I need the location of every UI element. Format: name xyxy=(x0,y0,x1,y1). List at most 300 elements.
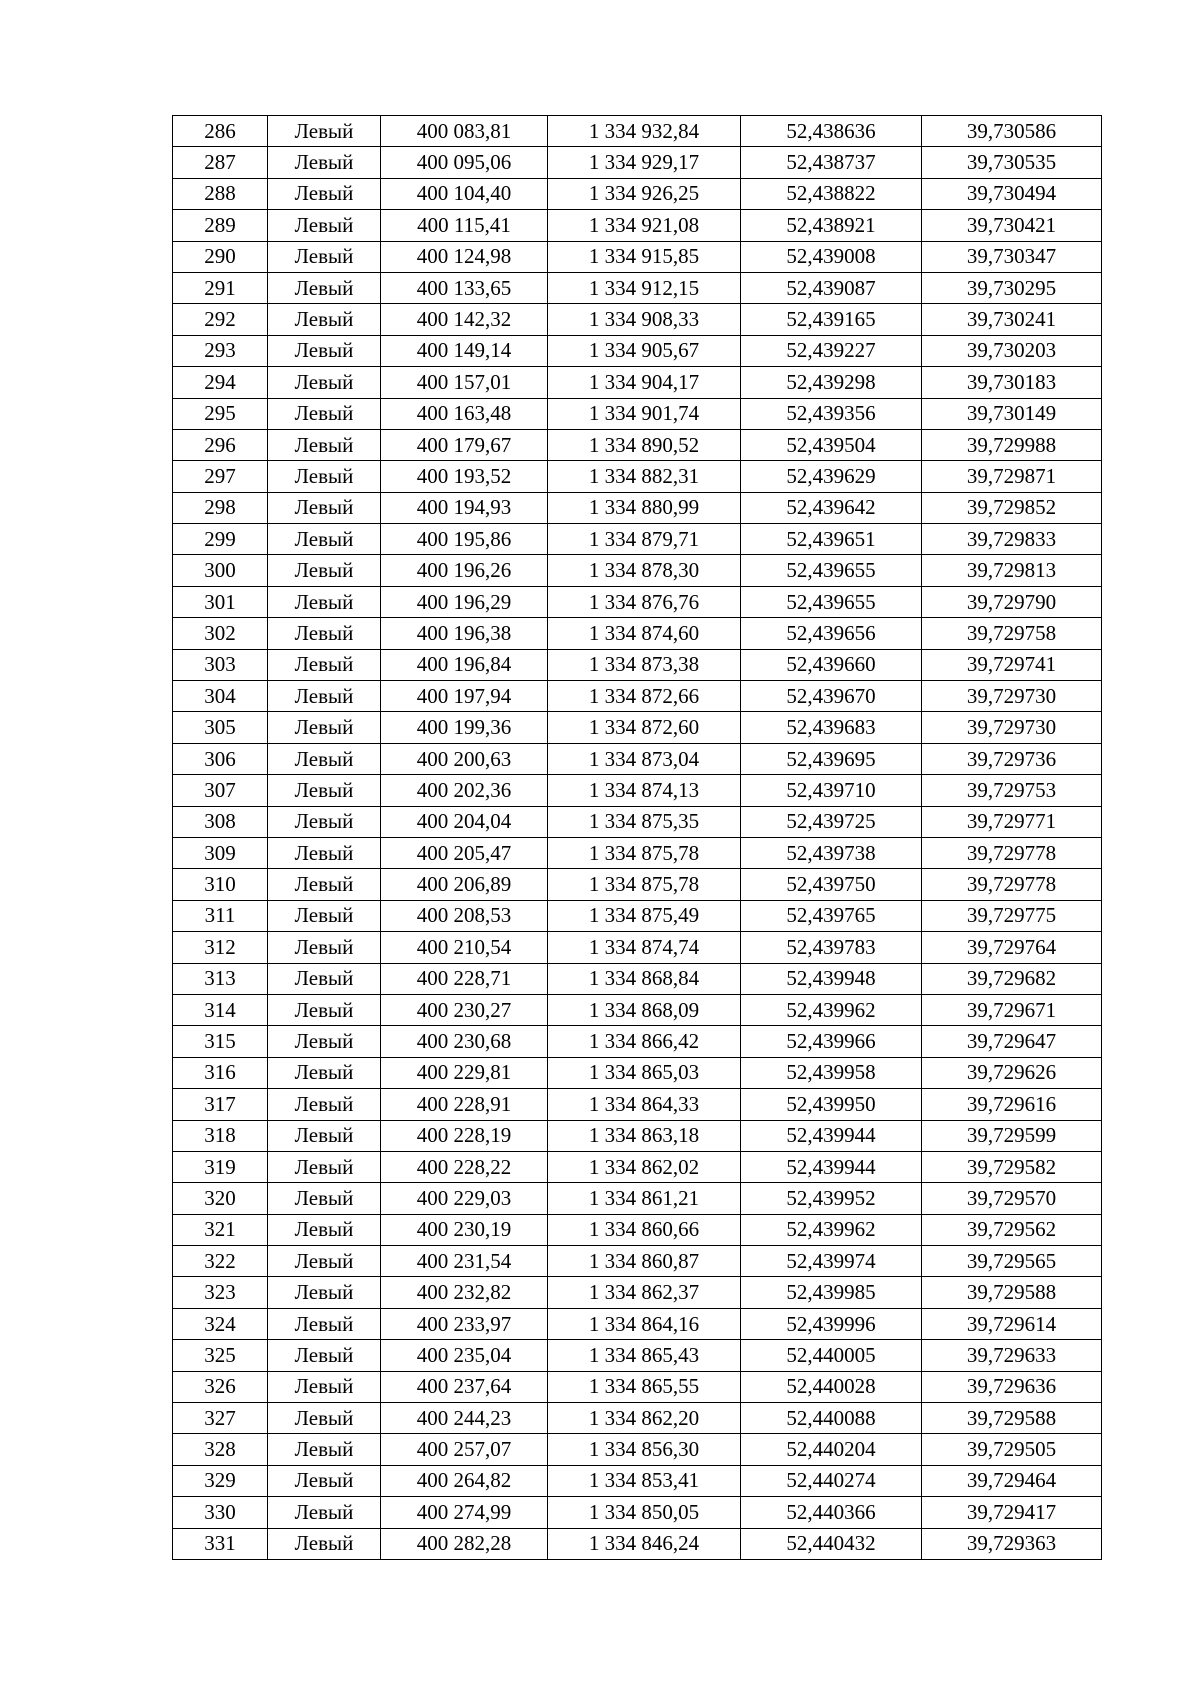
table-row xyxy=(173,837,1102,868)
latitude-cell: 52,439765 xyxy=(741,900,922,931)
table-row xyxy=(173,1183,1102,1214)
longitude-cell: 39,730203 xyxy=(922,335,1102,366)
x-coordinate-cell: 400 195,86 xyxy=(381,524,548,555)
y-coordinate-cell: 1 334 901,74 xyxy=(548,398,741,429)
x-coordinate-cell: 400 257,07 xyxy=(381,1434,548,1465)
table-row xyxy=(173,618,1102,649)
point-number-cell: 294 xyxy=(173,367,268,398)
latitude-cell: 52,438636 xyxy=(741,116,922,147)
longitude-cell: 39,729871 xyxy=(922,461,1102,492)
latitude-cell: 52,439750 xyxy=(741,869,922,900)
point-number-cell: 297 xyxy=(173,461,268,492)
table-row xyxy=(173,272,1102,303)
longitude-cell: 39,729614 xyxy=(922,1308,1102,1339)
table-row xyxy=(173,524,1102,555)
point-number-cell: 292 xyxy=(173,304,268,335)
table-row xyxy=(173,1465,1102,1496)
table-row xyxy=(173,1214,1102,1245)
latitude-cell: 52,439783 xyxy=(741,932,922,963)
side-cell: Левый xyxy=(268,210,381,241)
table-row xyxy=(173,147,1102,178)
longitude-cell: 39,729988 xyxy=(922,429,1102,460)
longitude-cell: 39,730149 xyxy=(922,398,1102,429)
longitude-cell: 39,729778 xyxy=(922,837,1102,868)
table-row xyxy=(173,775,1102,806)
table-row xyxy=(173,429,1102,460)
x-coordinate-cell: 400 200,63 xyxy=(381,743,548,774)
point-number-cell: 299 xyxy=(173,524,268,555)
table-row xyxy=(173,932,1102,963)
latitude-cell: 52,439710 xyxy=(741,775,922,806)
longitude-cell: 39,729647 xyxy=(922,1026,1102,1057)
y-coordinate-cell: 1 334 872,60 xyxy=(548,712,741,743)
x-coordinate-cell: 400 229,03 xyxy=(381,1183,548,1214)
y-coordinate-cell: 1 334 853,41 xyxy=(548,1465,741,1496)
table-row xyxy=(173,178,1102,209)
y-coordinate-cell: 1 334 926,25 xyxy=(548,178,741,209)
latitude-cell: 52,440088 xyxy=(741,1403,922,1434)
point-number-cell: 309 xyxy=(173,837,268,868)
point-number-cell: 320 xyxy=(173,1183,268,1214)
coordinates-table xyxy=(172,115,1102,1560)
longitude-cell: 39,729565 xyxy=(922,1246,1102,1277)
latitude-cell: 52,439695 xyxy=(741,743,922,774)
side-cell: Левый xyxy=(268,1026,381,1057)
side-cell: Левый xyxy=(268,492,381,523)
table-row xyxy=(173,304,1102,335)
x-coordinate-cell: 400 163,48 xyxy=(381,398,548,429)
side-cell: Левый xyxy=(268,1497,381,1528)
latitude-cell: 52,439655 xyxy=(741,586,922,617)
latitude-cell: 52,439948 xyxy=(741,963,922,994)
longitude-cell: 39,729771 xyxy=(922,806,1102,837)
y-coordinate-cell: 1 334 890,52 xyxy=(548,429,741,460)
latitude-cell: 52,440204 xyxy=(741,1434,922,1465)
longitude-cell: 39,729582 xyxy=(922,1151,1102,1182)
point-number-cell: 286 xyxy=(173,116,268,147)
x-coordinate-cell: 400 228,91 xyxy=(381,1089,548,1120)
y-coordinate-cell: 1 334 874,74 xyxy=(548,932,741,963)
y-coordinate-cell: 1 334 932,84 xyxy=(548,116,741,147)
longitude-cell: 39,730295 xyxy=(922,272,1102,303)
table-row xyxy=(173,555,1102,586)
point-number-cell: 295 xyxy=(173,398,268,429)
side-cell: Левый xyxy=(268,147,381,178)
x-coordinate-cell: 400 237,64 xyxy=(381,1371,548,1402)
side-cell: Левый xyxy=(268,1089,381,1120)
y-coordinate-cell: 1 334 862,02 xyxy=(548,1151,741,1182)
x-coordinate-cell: 400 244,23 xyxy=(381,1403,548,1434)
point-number-cell: 291 xyxy=(173,272,268,303)
x-coordinate-cell: 400 264,82 xyxy=(381,1465,548,1496)
point-number-cell: 306 xyxy=(173,743,268,774)
y-coordinate-cell: 1 334 856,30 xyxy=(548,1434,741,1465)
y-coordinate-cell: 1 334 904,17 xyxy=(548,367,741,398)
side-cell: Левый xyxy=(268,869,381,900)
longitude-cell: 39,730421 xyxy=(922,210,1102,241)
table-row xyxy=(173,335,1102,366)
latitude-cell: 52,439966 xyxy=(741,1026,922,1057)
x-coordinate-cell: 400 228,22 xyxy=(381,1151,548,1182)
table-row xyxy=(173,398,1102,429)
x-coordinate-cell: 400 231,54 xyxy=(381,1246,548,1277)
point-number-cell: 288 xyxy=(173,178,268,209)
table-row xyxy=(173,743,1102,774)
side-cell: Левый xyxy=(268,1371,381,1402)
side-cell: Левый xyxy=(268,681,381,712)
point-number-cell: 305 xyxy=(173,712,268,743)
y-coordinate-cell: 1 334 915,85 xyxy=(548,241,741,272)
side-cell: Левый xyxy=(268,1340,381,1371)
x-coordinate-cell: 400 228,71 xyxy=(381,963,548,994)
y-coordinate-cell: 1 334 865,03 xyxy=(548,1057,741,1088)
table-row xyxy=(173,1277,1102,1308)
point-number-cell: 302 xyxy=(173,618,268,649)
latitude-cell: 52,439985 xyxy=(741,1277,922,1308)
y-coordinate-cell: 1 334 846,24 xyxy=(548,1528,741,1559)
x-coordinate-cell: 400 196,29 xyxy=(381,586,548,617)
point-number-cell: 319 xyxy=(173,1151,268,1182)
table-row xyxy=(173,1403,1102,1434)
side-cell: Левый xyxy=(268,1528,381,1559)
longitude-cell: 39,729588 xyxy=(922,1277,1102,1308)
longitude-cell: 39,730494 xyxy=(922,178,1102,209)
side-cell: Левый xyxy=(268,743,381,774)
x-coordinate-cell: 400 230,68 xyxy=(381,1026,548,1057)
y-coordinate-cell: 1 334 864,33 xyxy=(548,1089,741,1120)
x-coordinate-cell: 400 083,81 xyxy=(381,116,548,147)
x-coordinate-cell: 400 104,40 xyxy=(381,178,548,209)
y-coordinate-cell: 1 334 880,99 xyxy=(548,492,741,523)
point-number-cell: 323 xyxy=(173,1277,268,1308)
table-row xyxy=(173,1246,1102,1277)
longitude-cell: 39,729764 xyxy=(922,932,1102,963)
point-number-cell: 296 xyxy=(173,429,268,460)
x-coordinate-cell: 400 133,65 xyxy=(381,272,548,303)
longitude-cell: 39,729730 xyxy=(922,712,1102,743)
side-cell: Левый xyxy=(268,304,381,335)
x-coordinate-cell: 400 115,41 xyxy=(381,210,548,241)
longitude-cell: 39,729636 xyxy=(922,1371,1102,1402)
longitude-cell: 39,729730 xyxy=(922,681,1102,712)
x-coordinate-cell: 400 193,52 xyxy=(381,461,548,492)
y-coordinate-cell: 1 334 882,31 xyxy=(548,461,741,492)
side-cell: Левый xyxy=(268,241,381,272)
longitude-cell: 39,730347 xyxy=(922,241,1102,272)
point-number-cell: 330 xyxy=(173,1497,268,1528)
latitude-cell: 52,438737 xyxy=(741,147,922,178)
side-cell: Левый xyxy=(268,649,381,680)
longitude-cell: 39,729464 xyxy=(922,1465,1102,1496)
latitude-cell: 52,439660 xyxy=(741,649,922,680)
side-cell: Левый xyxy=(268,367,381,398)
side-cell: Левый xyxy=(268,555,381,586)
side-cell: Левый xyxy=(268,900,381,931)
y-coordinate-cell: 1 334 875,35 xyxy=(548,806,741,837)
x-coordinate-cell: 400 282,28 xyxy=(381,1528,548,1559)
x-coordinate-cell: 400 197,94 xyxy=(381,681,548,712)
table-row xyxy=(173,1089,1102,1120)
longitude-cell: 39,729588 xyxy=(922,1403,1102,1434)
longitude-cell: 39,729626 xyxy=(922,1057,1102,1088)
y-coordinate-cell: 1 334 873,04 xyxy=(548,743,741,774)
x-coordinate-cell: 400 095,06 xyxy=(381,147,548,178)
point-number-cell: 298 xyxy=(173,492,268,523)
longitude-cell: 39,729778 xyxy=(922,869,1102,900)
x-coordinate-cell: 400 232,82 xyxy=(381,1277,548,1308)
point-number-cell: 289 xyxy=(173,210,268,241)
y-coordinate-cell: 1 334 866,42 xyxy=(548,1026,741,1057)
table-row xyxy=(173,994,1102,1025)
point-number-cell: 321 xyxy=(173,1214,268,1245)
side-cell: Левый xyxy=(268,994,381,1025)
x-coordinate-cell: 400 196,38 xyxy=(381,618,548,649)
side-cell: Левый xyxy=(268,1120,381,1151)
point-number-cell: 314 xyxy=(173,994,268,1025)
longitude-cell: 39,729790 xyxy=(922,586,1102,617)
y-coordinate-cell: 1 334 912,15 xyxy=(548,272,741,303)
y-coordinate-cell: 1 334 861,21 xyxy=(548,1183,741,1214)
table-row xyxy=(173,1434,1102,1465)
table-row xyxy=(173,116,1102,147)
side-cell: Левый xyxy=(268,116,381,147)
table-row xyxy=(173,1057,1102,1088)
side-cell: Левый xyxy=(268,618,381,649)
point-number-cell: 315 xyxy=(173,1026,268,1057)
longitude-cell: 39,729775 xyxy=(922,900,1102,931)
x-coordinate-cell: 400 210,54 xyxy=(381,932,548,963)
table-row xyxy=(173,1151,1102,1182)
latitude-cell: 52,439725 xyxy=(741,806,922,837)
table-row xyxy=(173,1026,1102,1057)
x-coordinate-cell: 400 142,32 xyxy=(381,304,548,335)
side-cell: Левый xyxy=(268,1308,381,1339)
table-row xyxy=(173,806,1102,837)
y-coordinate-cell: 1 334 863,18 xyxy=(548,1120,741,1151)
point-number-cell: 318 xyxy=(173,1120,268,1151)
longitude-cell: 39,729616 xyxy=(922,1089,1102,1120)
table-row xyxy=(173,869,1102,900)
x-coordinate-cell: 400 196,84 xyxy=(381,649,548,680)
x-coordinate-cell: 400 205,47 xyxy=(381,837,548,868)
x-coordinate-cell: 400 206,89 xyxy=(381,869,548,900)
longitude-cell: 39,729671 xyxy=(922,994,1102,1025)
point-number-cell: 322 xyxy=(173,1246,268,1277)
point-number-cell: 287 xyxy=(173,147,268,178)
y-coordinate-cell: 1 334 874,13 xyxy=(548,775,741,806)
longitude-cell: 39,730586 xyxy=(922,116,1102,147)
y-coordinate-cell: 1 334 872,66 xyxy=(548,681,741,712)
latitude-cell: 52,439670 xyxy=(741,681,922,712)
latitude-cell: 52,440005 xyxy=(741,1340,922,1371)
y-coordinate-cell: 1 334 868,84 xyxy=(548,963,741,994)
y-coordinate-cell: 1 334 850,05 xyxy=(548,1497,741,1528)
table-row xyxy=(173,681,1102,712)
x-coordinate-cell: 400 157,01 xyxy=(381,367,548,398)
side-cell: Левый xyxy=(268,335,381,366)
latitude-cell: 52,440028 xyxy=(741,1371,922,1402)
latitude-cell: 52,439165 xyxy=(741,304,922,335)
x-coordinate-cell: 400 235,04 xyxy=(381,1340,548,1371)
y-coordinate-cell: 1 334 865,43 xyxy=(548,1340,741,1371)
y-coordinate-cell: 1 334 879,71 xyxy=(548,524,741,555)
longitude-cell: 39,729633 xyxy=(922,1340,1102,1371)
side-cell: Левый xyxy=(268,1246,381,1277)
side-cell: Левый xyxy=(268,398,381,429)
side-cell: Левый xyxy=(268,1403,381,1434)
longitude-cell: 39,729682 xyxy=(922,963,1102,994)
latitude-cell: 52,439683 xyxy=(741,712,922,743)
longitude-cell: 39,729833 xyxy=(922,524,1102,555)
latitude-cell: 52,439996 xyxy=(741,1308,922,1339)
y-coordinate-cell: 1 334 878,30 xyxy=(548,555,741,586)
latitude-cell: 52,438822 xyxy=(741,178,922,209)
latitude-cell: 52,439656 xyxy=(741,618,922,649)
latitude-cell: 52,439738 xyxy=(741,837,922,868)
table-row xyxy=(173,210,1102,241)
longitude-cell: 39,729417 xyxy=(922,1497,1102,1528)
x-coordinate-cell: 400 208,53 xyxy=(381,900,548,931)
y-coordinate-cell: 1 334 874,60 xyxy=(548,618,741,649)
x-coordinate-cell: 400 179,67 xyxy=(381,429,548,460)
point-number-cell: 324 xyxy=(173,1308,268,1339)
point-number-cell: 304 xyxy=(173,681,268,712)
latitude-cell: 52,439356 xyxy=(741,398,922,429)
side-cell: Левый xyxy=(268,1277,381,1308)
longitude-cell: 39,729363 xyxy=(922,1528,1102,1559)
latitude-cell: 52,439944 xyxy=(741,1120,922,1151)
point-number-cell: 328 xyxy=(173,1434,268,1465)
y-coordinate-cell: 1 334 860,87 xyxy=(548,1246,741,1277)
x-coordinate-cell: 400 233,97 xyxy=(381,1308,548,1339)
table-row xyxy=(173,241,1102,272)
latitude-cell: 52,439642 xyxy=(741,492,922,523)
point-number-cell: 303 xyxy=(173,649,268,680)
y-coordinate-cell: 1 334 875,49 xyxy=(548,900,741,931)
longitude-cell: 39,729753 xyxy=(922,775,1102,806)
side-cell: Левый xyxy=(268,712,381,743)
y-coordinate-cell: 1 334 876,76 xyxy=(548,586,741,617)
longitude-cell: 39,730241 xyxy=(922,304,1102,335)
point-number-cell: 301 xyxy=(173,586,268,617)
y-coordinate-cell: 1 334 929,17 xyxy=(548,147,741,178)
y-coordinate-cell: 1 334 864,16 xyxy=(548,1308,741,1339)
table-row xyxy=(173,1497,1102,1528)
longitude-cell: 39,729505 xyxy=(922,1434,1102,1465)
side-cell: Левый xyxy=(268,1434,381,1465)
side-cell: Левый xyxy=(268,429,381,460)
latitude-cell: 52,439629 xyxy=(741,461,922,492)
side-cell: Левый xyxy=(268,1183,381,1214)
x-coordinate-cell: 400 230,19 xyxy=(381,1214,548,1245)
y-coordinate-cell: 1 334 868,09 xyxy=(548,994,741,1025)
x-coordinate-cell: 400 194,93 xyxy=(381,492,548,523)
latitude-cell: 52,439227 xyxy=(741,335,922,366)
side-cell: Левый xyxy=(268,1214,381,1245)
x-coordinate-cell: 400 124,98 xyxy=(381,241,548,272)
point-number-cell: 325 xyxy=(173,1340,268,1371)
point-number-cell: 312 xyxy=(173,932,268,963)
table-row xyxy=(173,367,1102,398)
longitude-cell: 39,729758 xyxy=(922,618,1102,649)
latitude-cell: 52,439952 xyxy=(741,1183,922,1214)
table-row xyxy=(173,586,1102,617)
point-number-cell: 310 xyxy=(173,869,268,900)
y-coordinate-cell: 1 334 860,66 xyxy=(548,1214,741,1245)
latitude-cell: 52,439087 xyxy=(741,272,922,303)
side-cell: Левый xyxy=(268,272,381,303)
side-cell: Левый xyxy=(268,1151,381,1182)
x-coordinate-cell: 400 196,26 xyxy=(381,555,548,586)
longitude-cell: 39,729562 xyxy=(922,1214,1102,1245)
x-coordinate-cell: 400 230,27 xyxy=(381,994,548,1025)
latitude-cell: 52,439298 xyxy=(741,367,922,398)
x-coordinate-cell: 400 274,99 xyxy=(381,1497,548,1528)
longitude-cell: 39,729852 xyxy=(922,492,1102,523)
y-coordinate-cell: 1 334 875,78 xyxy=(548,837,741,868)
side-cell: Левый xyxy=(268,461,381,492)
latitude-cell: 52,439944 xyxy=(741,1151,922,1182)
table-row xyxy=(173,963,1102,994)
point-number-cell: 313 xyxy=(173,963,268,994)
table-row xyxy=(173,1528,1102,1559)
point-number-cell: 307 xyxy=(173,775,268,806)
table-row xyxy=(173,1308,1102,1339)
table-row xyxy=(173,1371,1102,1402)
table-row xyxy=(173,461,1102,492)
x-coordinate-cell: 400 202,36 xyxy=(381,775,548,806)
longitude-cell: 39,730183 xyxy=(922,367,1102,398)
table-row xyxy=(173,1340,1102,1371)
side-cell: Левый xyxy=(268,837,381,868)
point-number-cell: 293 xyxy=(173,335,268,366)
side-cell: Левый xyxy=(268,806,381,837)
coordinates-table-body xyxy=(173,116,1102,1560)
latitude-cell: 52,440432 xyxy=(741,1528,922,1559)
point-number-cell: 317 xyxy=(173,1089,268,1120)
x-coordinate-cell: 400 228,19 xyxy=(381,1120,548,1151)
point-number-cell: 290 xyxy=(173,241,268,272)
longitude-cell: 39,729599 xyxy=(922,1120,1102,1151)
point-number-cell: 308 xyxy=(173,806,268,837)
longitude-cell: 39,730535 xyxy=(922,147,1102,178)
longitude-cell: 39,729736 xyxy=(922,743,1102,774)
y-coordinate-cell: 1 334 873,38 xyxy=(548,649,741,680)
point-number-cell: 311 xyxy=(173,900,268,931)
latitude-cell: 52,438921 xyxy=(741,210,922,241)
latitude-cell: 52,439962 xyxy=(741,994,922,1025)
latitude-cell: 52,439974 xyxy=(741,1246,922,1277)
table-row xyxy=(173,649,1102,680)
x-coordinate-cell: 400 229,81 xyxy=(381,1057,548,1088)
side-cell: Левый xyxy=(268,963,381,994)
y-coordinate-cell: 1 334 875,78 xyxy=(548,869,741,900)
latitude-cell: 52,439655 xyxy=(741,555,922,586)
point-number-cell: 300 xyxy=(173,555,268,586)
side-cell: Левый xyxy=(268,932,381,963)
side-cell: Левый xyxy=(268,1465,381,1496)
latitude-cell: 52,439962 xyxy=(741,1214,922,1245)
y-coordinate-cell: 1 334 865,55 xyxy=(548,1371,741,1402)
table-row xyxy=(173,712,1102,743)
point-number-cell: 316 xyxy=(173,1057,268,1088)
longitude-cell: 39,729570 xyxy=(922,1183,1102,1214)
y-coordinate-cell: 1 334 921,08 xyxy=(548,210,741,241)
y-coordinate-cell: 1 334 905,67 xyxy=(548,335,741,366)
point-number-cell: 327 xyxy=(173,1403,268,1434)
side-cell: Левый xyxy=(268,524,381,555)
y-coordinate-cell: 1 334 908,33 xyxy=(548,304,741,335)
